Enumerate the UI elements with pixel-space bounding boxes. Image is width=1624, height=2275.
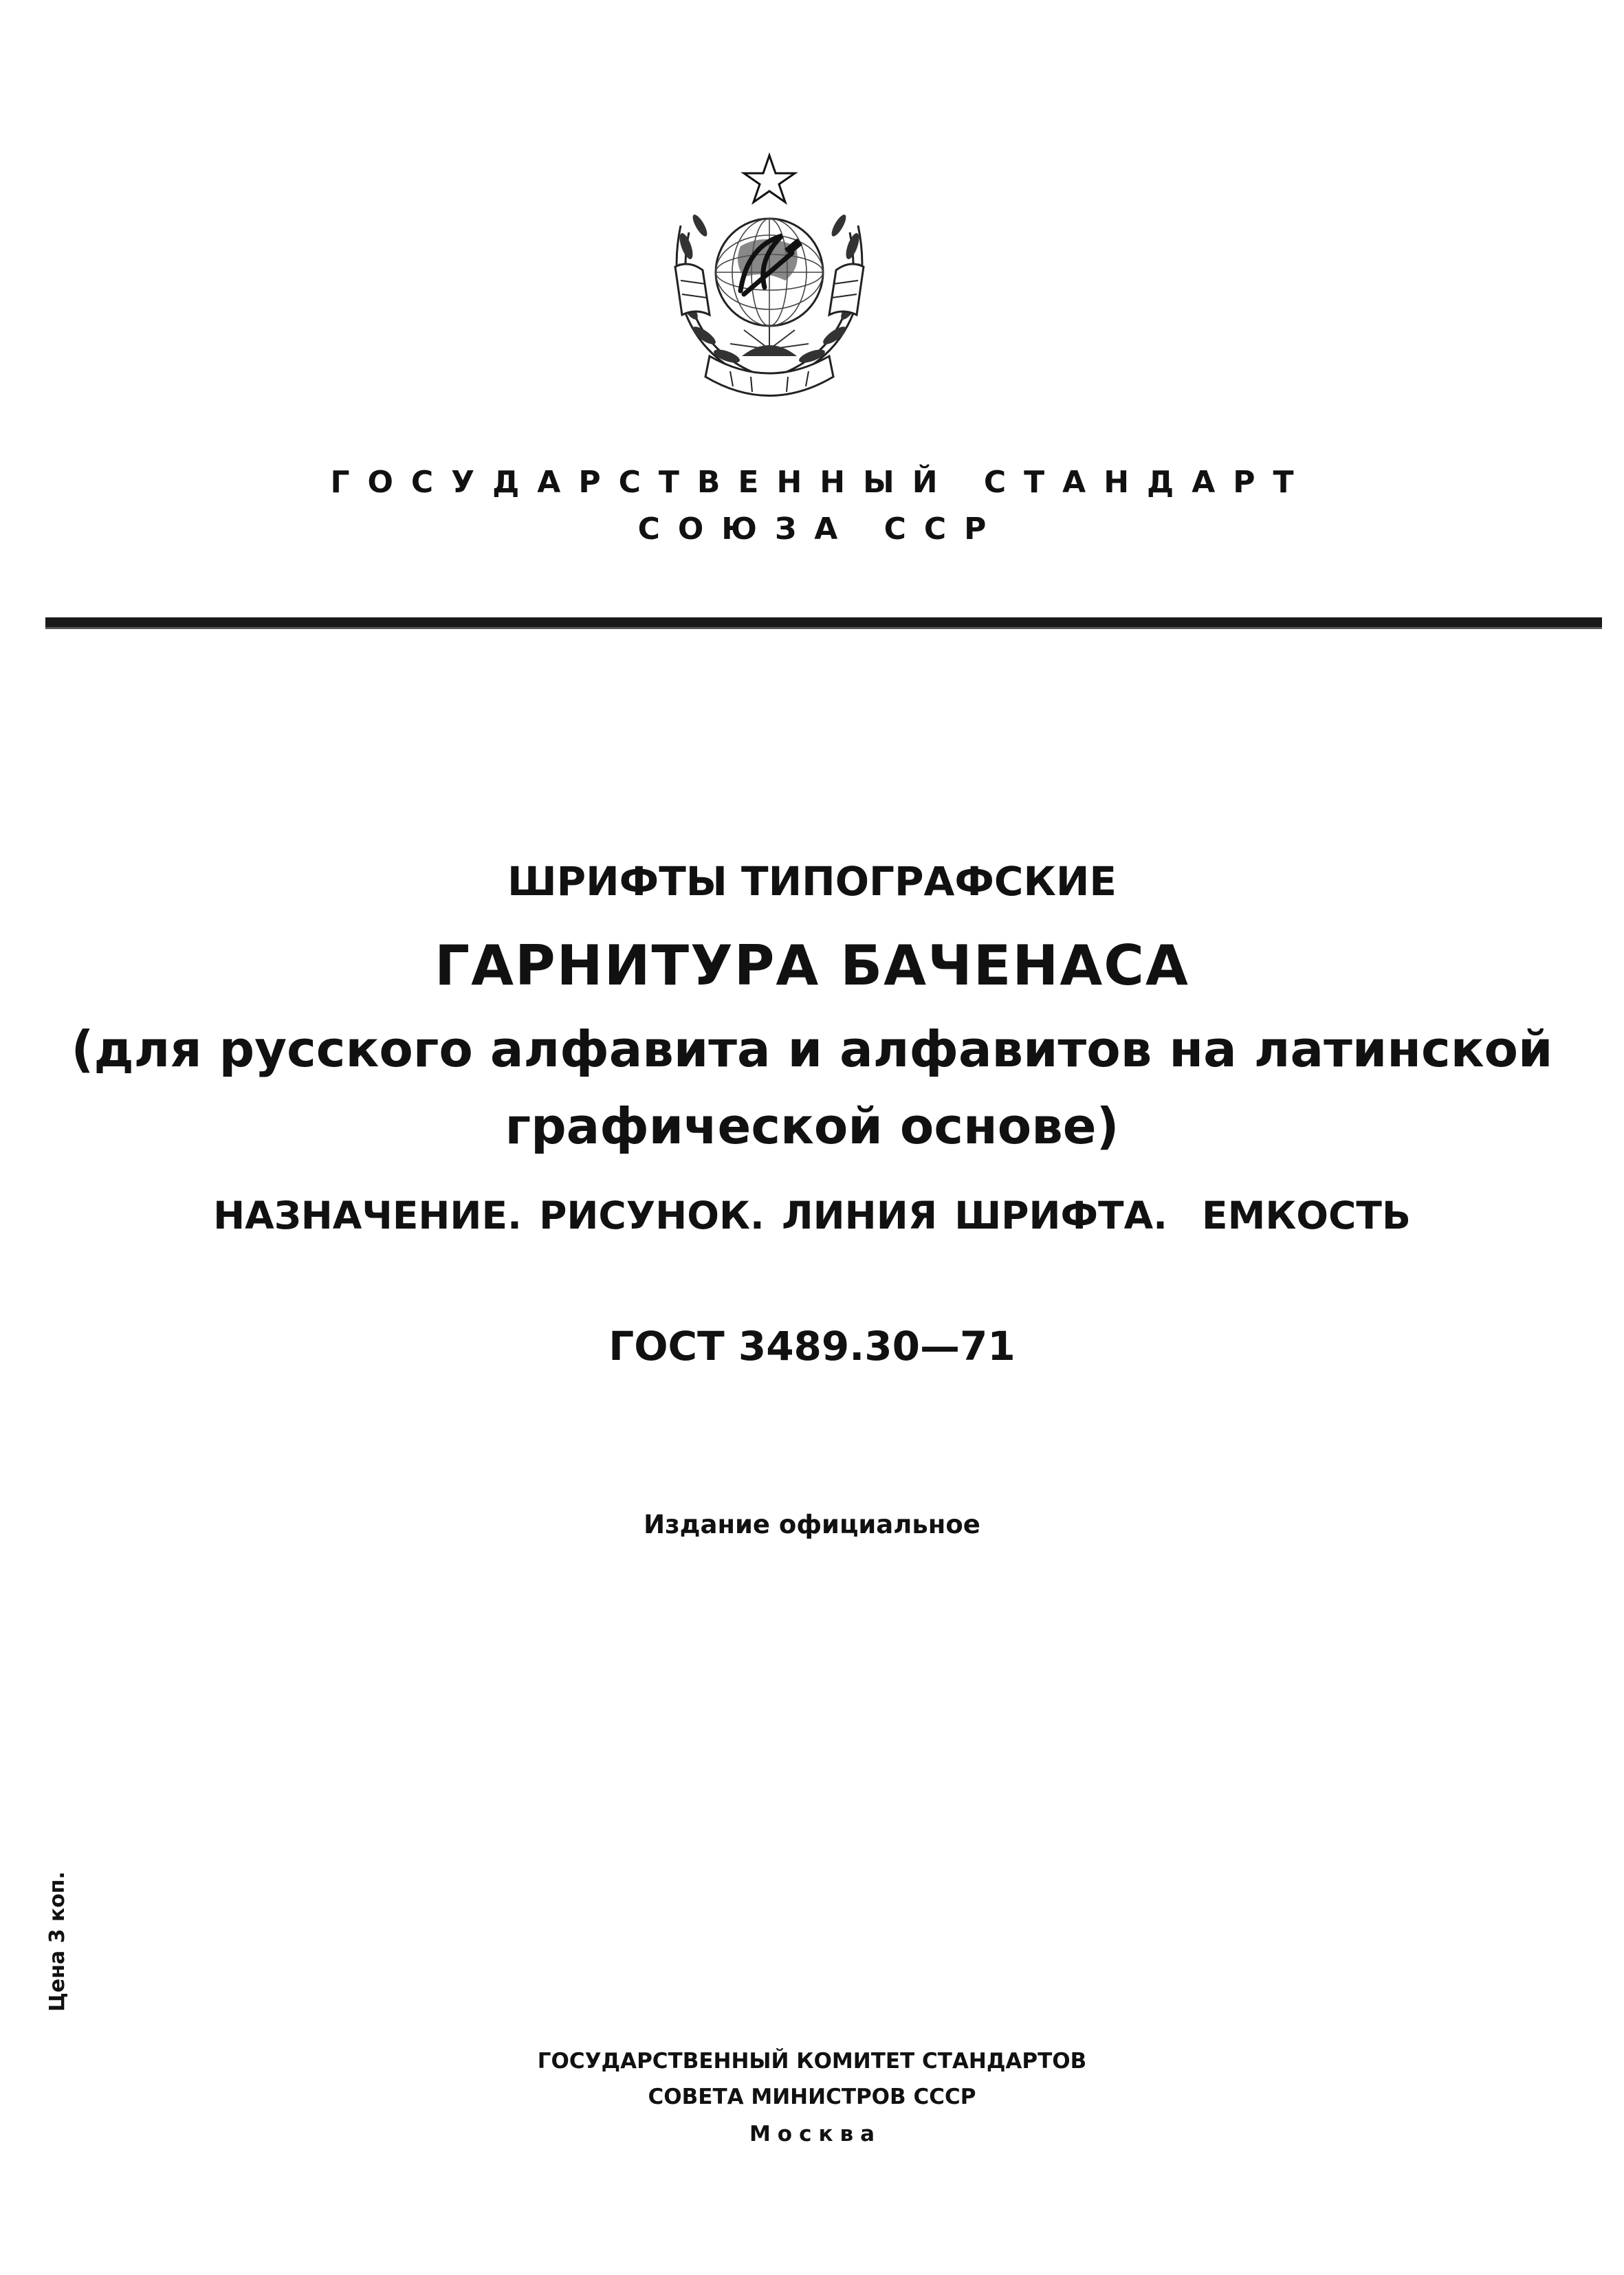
edition-note: Издание официальное xyxy=(644,1510,980,1539)
subtitle xyxy=(0,1194,1624,1238)
header-rule xyxy=(45,617,1602,629)
agency-line-1: ГОСУДАРСТВЕННЫЙ СТАНДАРТ xyxy=(330,465,1312,500)
publisher-city: Москва xyxy=(749,2122,882,2146)
series-title: ШРИФТЫ ТИПОГРАФСКИЕ xyxy=(507,858,1117,905)
scope-text xyxy=(0,1011,1624,1165)
scope-line-2: графической основе) xyxy=(505,1097,1119,1155)
publisher-line-2: СОВЕТА МИНИСТРОВ СССР xyxy=(648,2085,976,2109)
standard-number: ГОСТ 3489.30—71 xyxy=(608,1323,1016,1370)
agency-line-2: СОЮЗА ССР xyxy=(637,512,1005,547)
subtitle-part-2: ЕМКОСТЬ xyxy=(1202,1194,1411,1238)
subtitle-part-1: НАЗНАЧЕНИЕ. РИСУНОК. ЛИНИЯ ШРИФТА. xyxy=(213,1194,1168,1238)
typeface-name: ГАРНИТУРА БАЧЕНАСА xyxy=(435,934,1189,998)
scope-line-1: (для русского алфавита и алфавитов на латинской xyxy=(71,1020,1553,1078)
price-label: Цена 3 коп. xyxy=(45,1871,69,2012)
ussr-state-emblem-icon xyxy=(661,150,877,404)
publisher-line-1: ГОСУДАРСТВЕННЫЙ КОМИТЕТ СТАНДАРТОВ xyxy=(537,2049,1087,2074)
